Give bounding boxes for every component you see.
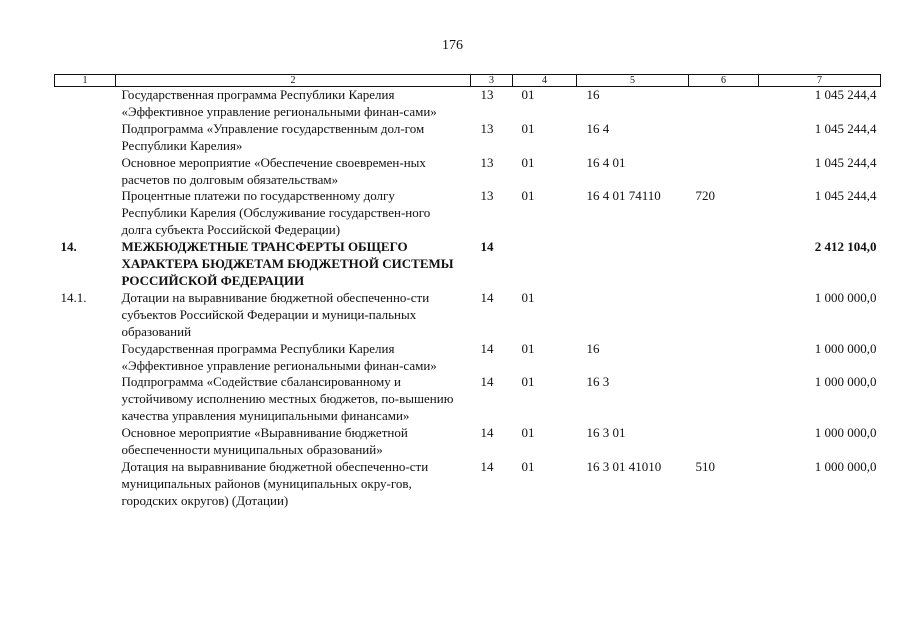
row-number: [55, 155, 116, 189]
row-amount: 1 000 000,0: [814, 374, 877, 390]
table-row: [55, 188, 881, 239]
row-name: Процентные платежи по государственному долгу Республики Карелия (Обслуживание государствен-ного долга субъекта Российской Федерации): [121, 188, 431, 238]
row-subsection: 01: [521, 87, 535, 102]
table-row: [55, 121, 881, 155]
row-section: 14: [480, 374, 494, 390]
budget-table: [54, 74, 881, 510]
column-header: 7: [759, 75, 881, 87]
row-amount: 1 000 000,0: [814, 340, 877, 356]
row-number: 14.1.: [60, 289, 87, 305]
row-number: [55, 87, 116, 121]
row-name: Дотация на выравнивание бюджетной обеспеченно-сти муниципальных районов (муниципальных окру-гов, городских округов) (Дотации): [121, 458, 429, 508]
row-name: Дотации на выравнивание бюджетной обеспеченно-сти субъектов Российской Федерации и муници-пальных образований: [121, 289, 430, 339]
row-subsection: 01: [521, 188, 535, 204]
row-amount: 1 045 244,4: [814, 154, 877, 170]
row-subsection: [513, 239, 577, 290]
column-header: 3: [471, 75, 513, 87]
row-number: 14.: [60, 239, 77, 255]
row-number: [55, 121, 116, 155]
row-expense-type: [689, 290, 759, 341]
row-number: [55, 374, 116, 425]
table-row: [55, 155, 881, 189]
row-amount: 1 000 000,0: [814, 289, 877, 305]
row-expense-type: [689, 374, 759, 425]
row-target-article: [577, 239, 689, 290]
row-section: 13: [480, 154, 494, 170]
row-amount: 1 000 000,0: [814, 458, 877, 474]
row-target-article: 16 3 01: [586, 425, 626, 441]
row-subsection: 01: [521, 425, 535, 441]
column-number-header: [55, 75, 881, 87]
row-section: 13: [480, 120, 494, 136]
row-name: Основное мероприятие «Обеспечение своевремен-ных расчетов по долговым обязательствам»: [121, 154, 426, 187]
page-number: 176: [442, 38, 463, 53]
row-subsection: 01: [521, 154, 535, 170]
row-amount: 1 045 244,4: [814, 87, 877, 102]
row-section: 14: [480, 340, 494, 356]
row-target-article: 16 4 01 74110: [586, 188, 661, 204]
column-header: 6: [689, 75, 759, 87]
row-expense-type: 720: [695, 188, 715, 204]
table-row: [55, 374, 881, 425]
row-subsection: 01: [521, 374, 535, 390]
row-name: Основное мероприятие «Выравнивание бюджетной обеспеченности муниципальных образований»: [121, 425, 408, 458]
row-expense-type: [689, 121, 759, 155]
row-section: 14: [480, 289, 494, 305]
column-header: 1: [55, 75, 116, 87]
column-header: 2: [116, 75, 471, 87]
table-body: [55, 87, 881, 510]
table-row: [55, 425, 881, 459]
row-target-article: 16 3 01 41010: [586, 458, 662, 474]
table-row: [55, 239, 881, 290]
row-target-article: 16 4: [586, 120, 610, 136]
row-number: [55, 425, 116, 459]
row-amount: 1 000 000,0: [814, 425, 877, 441]
row-section: 13: [480, 188, 494, 204]
row-expense-type: [689, 341, 759, 375]
row-section: 14: [480, 425, 494, 441]
row-target-article: 16 3: [586, 374, 610, 390]
row-amount: 1 045 244,4: [814, 120, 877, 136]
row-name: МЕЖБЮДЖЕТНЫЕ ТРАНСФЕРТЫ ОБЩЕГО ХАРАКТЕРА БЮДЖЕТАМ БЮДЖЕТНОЙ СИСТЕМЫ РОССИЙСКОЙ ФЕДЕРАЦИИ: [121, 239, 454, 288]
row-section: 13: [480, 87, 494, 102]
table-row: [55, 87, 881, 121]
table-row: [55, 459, 881, 510]
row-name: Государственная программа Республики Карелия «Эффективное управление региональными финан-сами»: [121, 340, 437, 373]
row-subsection: 01: [521, 120, 535, 136]
row-subsection: 01: [521, 289, 535, 305]
column-header: 5: [577, 75, 689, 87]
row-target-article: 16 4 01: [586, 154, 626, 170]
row-section: 14: [480, 239, 494, 255]
row-name: Подпрограмма «Содействие сбалансированному и устойчивому исполнению местных бюджетов, по-вышению качества управления муниципальными финансами»: [121, 374, 454, 424]
row-expense-type: [689, 155, 759, 189]
row-target-article: [577, 290, 689, 341]
column-header: 4: [513, 75, 577, 87]
row-number: [55, 341, 116, 375]
table-row: [55, 341, 881, 375]
row-amount: 2 412 104,0: [814, 239, 877, 255]
row-expense-type: [689, 425, 759, 459]
row-section: 14: [480, 458, 494, 474]
row-subsection: 01: [521, 340, 535, 356]
table-row: [55, 290, 881, 341]
row-name: Подпрограмма «Управление государственным дол-гом Республики Карелия»: [121, 120, 425, 153]
row-amount: 1 045 244,4: [814, 188, 877, 204]
row-expense-type: [689, 87, 759, 121]
row-number: [55, 188, 116, 239]
row-target-article: 16: [586, 340, 600, 356]
row-name: Государственная программа Республики Карелия «Эффективное управление региональными финан-сами»: [121, 87, 437, 119]
row-subsection: 01: [521, 458, 535, 474]
row-target-article: 16: [586, 87, 600, 102]
row-expense-type: 510: [695, 458, 715, 474]
row-expense-type: [689, 239, 759, 290]
row-number: [55, 459, 116, 510]
